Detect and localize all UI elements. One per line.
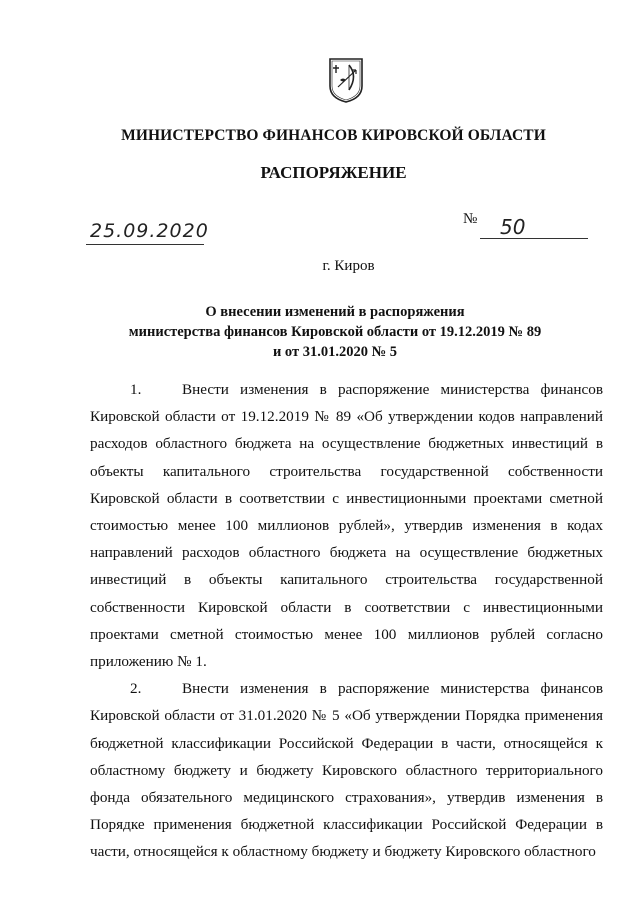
date-underline [86, 244, 204, 245]
paragraph-1 [90, 376, 603, 675]
subject-line-1: О внесении изменений в распоряжения [205, 304, 465, 320]
subject-line-2: министерства финансов Кировской области от 19.12.2019 № 89 [128, 324, 542, 340]
paragraph-2 [90, 675, 603, 865]
kirov-coat-of-arms-icon [327, 56, 365, 104]
ministry-title: МИНИСТЕРСТВО ФИНАНСОВ КИРОВСКОЙ ОБЛАСТИ [121, 127, 546, 144]
document-subject [100, 302, 570, 362]
document-number: 50 [500, 215, 526, 239]
subject-line-3: и от 31.01.2020 № 5 [272, 344, 398, 360]
number-sign: № [463, 211, 478, 227]
paragraph-number: 1. [130, 381, 142, 398]
paragraph-text: Внести изменения в распоряжение министерства финансов Кировской области от 19.12.2019 № 89 «Об утверждении кодов направлений расходов областного бюджета на осуществление бюджетных инвестиций в объекты капитального строительства государственной собственности Кировской области в соответствии с инвестиционными проектами сметной стоимостью менее 100 миллионов рублей», утвердив изменения в кодах направлений расходов областного бюджета на осуществление бюджетных инвестиций в объекты капитального строительства государственной собственности Кировской области в соответствии с инвестиционными проектами сметной стоимостью менее 100 миллионов рублей согласно приложению № 1. [90, 381, 603, 671]
paragraph-number: 2. [130, 680, 142, 698]
document-date: 25.09.2020 [90, 220, 209, 242]
number-underline [480, 238, 588, 239]
document-body [90, 376, 603, 866]
paragraph-text: Внести изменения в распоряжение министерства финансов Кировской области от 31.01.2020 № 5 «Об утверждении Порядка применения бюджетной классификации Российской Федерации в части, относящейся к областному бюджету и бюджету Кировского областного территориального фонда обязательного медицинского страхования», утвердив изменения в Порядке применения бюджетной классификации Российской Федерации в части, относящейся к областному бюджету и бюджету Кировского областного [90, 680, 603, 861]
city: г. Киров [322, 258, 375, 274]
document-type: РАСПОРЯЖЕНИЕ [260, 163, 407, 182]
